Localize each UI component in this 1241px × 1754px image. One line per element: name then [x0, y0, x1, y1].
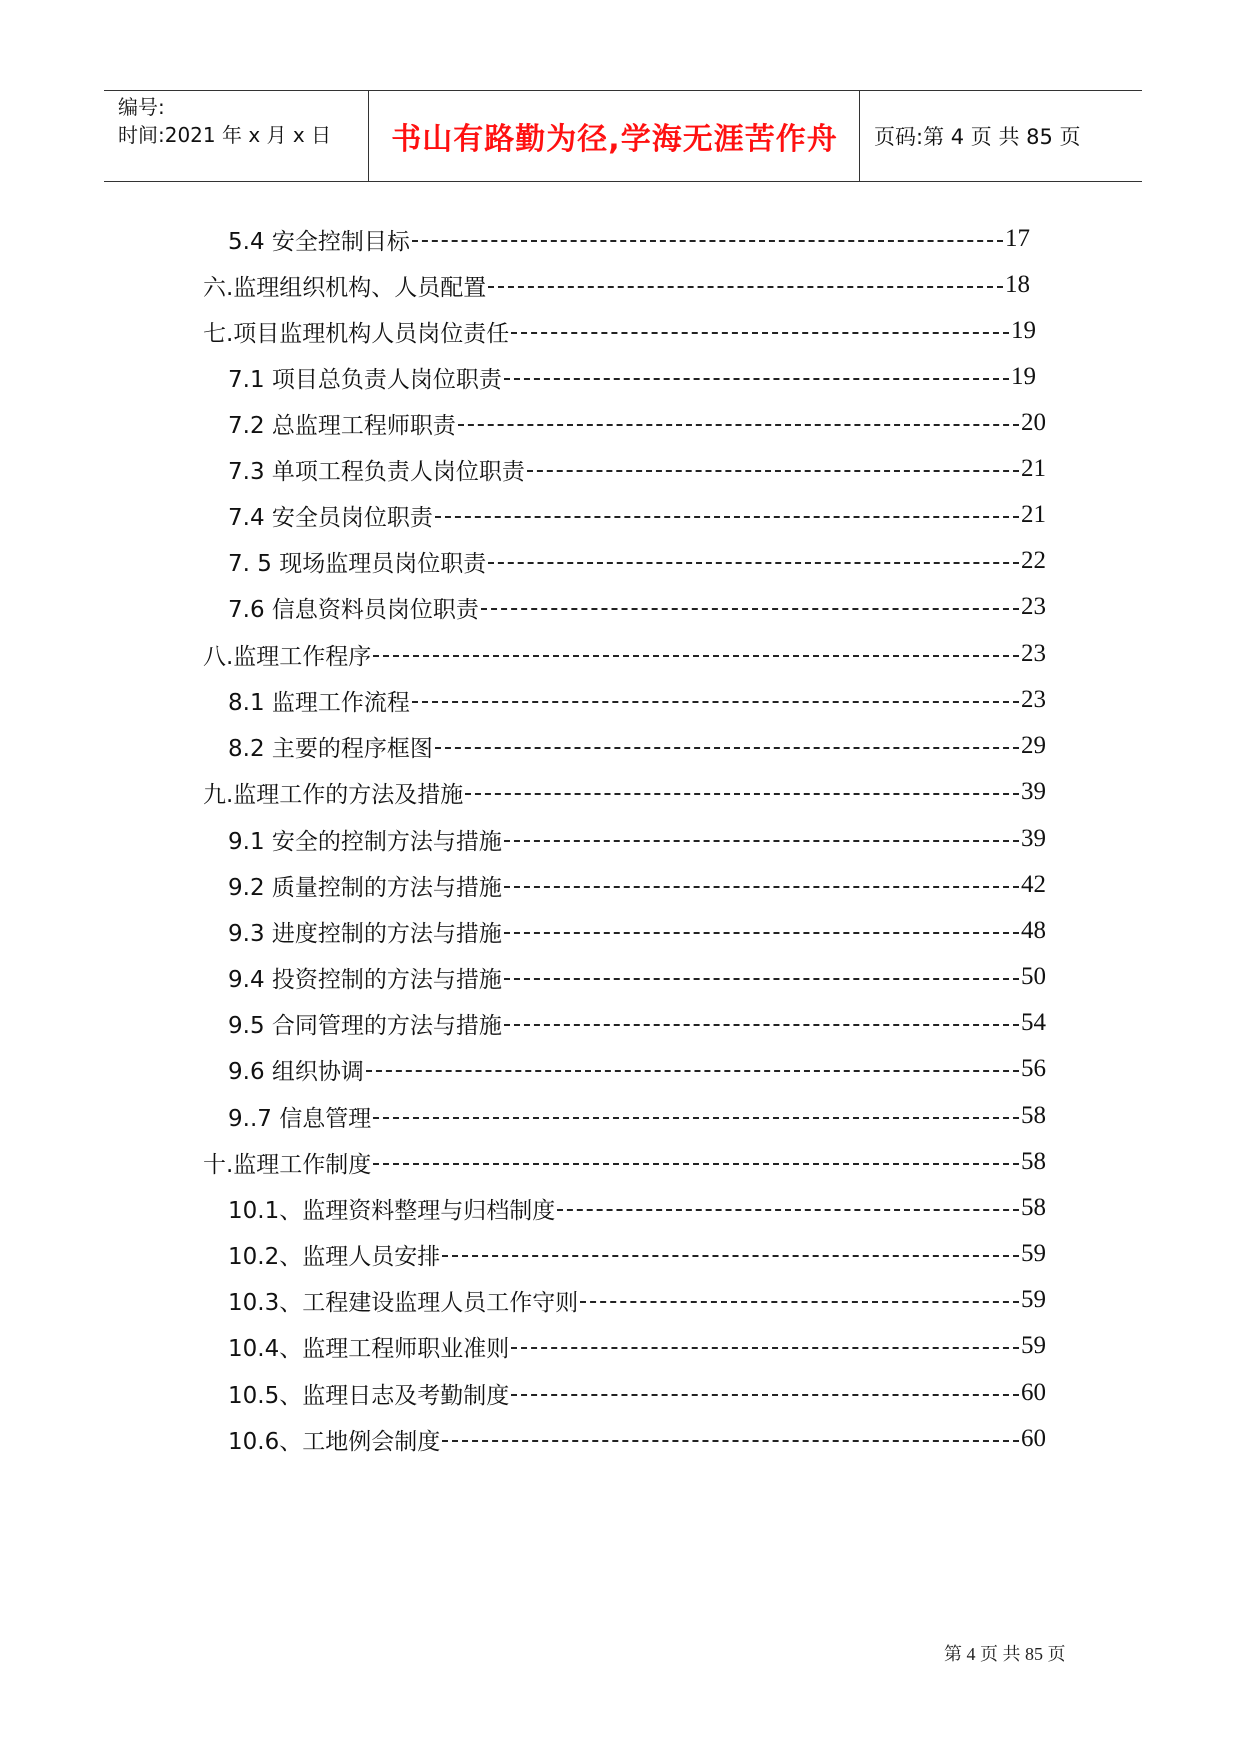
toc-entry-title: 7.2 总监理工程师职责: [228, 412, 456, 439]
toc-entry: [203, 634, 1046, 674]
toc-entry: [228, 726, 1046, 766]
toc-leader-dashes: [504, 1024, 1019, 1026]
header-meta: [118, 91, 368, 181]
toc-entry: [228, 449, 1046, 489]
toc-entry: [228, 1326, 1046, 1366]
toc-entry: [203, 772, 1046, 812]
toc-entry-title: 10.6、工地例会制度: [228, 1428, 441, 1455]
toc-leader-dashes: [465, 793, 1019, 795]
toc-leader-dashes: [435, 747, 1019, 749]
toc-entry-page: 60: [1021, 1425, 1046, 1452]
toc-entry: [228, 219, 1030, 259]
toc-entry-page: 39: [1021, 778, 1046, 805]
toc-entry-title: 7.6 信息资料员岗位职责: [228, 596, 479, 623]
toc-leader-dashes: [504, 840, 1019, 842]
toc-entry-page: 17: [1005, 225, 1030, 252]
toc-entry-page: 58: [1021, 1148, 1046, 1175]
toc-entry: [228, 541, 1046, 581]
toc-leader-dashes: [412, 240, 1003, 242]
toc-leader-dashes: [504, 886, 1019, 888]
toc-entry-page: 54: [1021, 1009, 1046, 1036]
toc-entry-page: 42: [1021, 871, 1046, 898]
header-motto: 书山有路勤为径,学海无涯苦作舟: [391, 122, 838, 157]
toc-leader-dashes: [511, 1347, 1019, 1349]
toc-entry-title: 10.4、监理工程师职业准则: [228, 1335, 510, 1362]
toc-entry: [228, 1003, 1046, 1043]
toc-leader-dashes: [458, 424, 1019, 426]
toc-entry-page: 19: [1011, 363, 1036, 390]
footer-page-number: 第 4 页 共 85 页: [944, 1644, 1066, 1664]
toc-leader-dashes: [435, 516, 1019, 518]
toc-entry: [228, 1188, 1046, 1228]
toc-entry-page: 23: [1021, 593, 1046, 620]
toc-entry-page: 59: [1021, 1240, 1046, 1267]
header-divider-right: [859, 91, 860, 181]
toc-entry-page: 23: [1021, 640, 1046, 667]
toc-entry-title: 9.6 组织协调: [228, 1058, 364, 1085]
toc-entry-title: 9.3 进度控制的方法与措施: [228, 920, 502, 947]
toc-entry-title: 10.1、监理资料整理与归档制度: [228, 1197, 556, 1224]
toc-entry-title: 7.3 单项工程负责人岗位职责: [228, 458, 525, 485]
toc-entry: [228, 957, 1046, 997]
toc-entry-title: 9.1 安全的控制方法与措施: [228, 828, 502, 855]
toc-entry: [228, 1280, 1046, 1320]
toc-entry-page: 29: [1021, 732, 1046, 759]
toc-leader-dashes: [511, 1394, 1019, 1396]
toc-entry-page: 21: [1021, 501, 1046, 528]
toc-entry-title: 8.2 主要的程序框图: [228, 735, 433, 762]
toc-entry: [228, 1049, 1046, 1089]
toc-entry-page: 39: [1021, 825, 1046, 852]
toc-entry-title: 9.4 投资控制的方法与措施: [228, 966, 502, 993]
toc-entry-page: 60: [1021, 1379, 1046, 1406]
toc-entry-page: 56: [1021, 1055, 1046, 1082]
toc-entry-page: 58: [1021, 1194, 1046, 1221]
toc-entry: [203, 265, 1030, 305]
toc-leader-dashes: [504, 378, 1009, 380]
document-time-label: 时间:2021 年 x 月 x 日: [118, 123, 332, 147]
header-page-label: 页码:第 4 页 共 85 页: [874, 125, 1081, 149]
toc-entry-title: 六.监理组织机构、人员配置: [203, 274, 487, 301]
toc-entry-title: 7.1 项目总负责人岗位职责: [228, 366, 502, 393]
toc-entry: [228, 1234, 1046, 1274]
toc-entry: [228, 403, 1046, 443]
toc-entry-title: 10.5、监理日志及考勤制度: [228, 1382, 510, 1409]
toc-entry-page: 23: [1021, 686, 1046, 713]
toc-entry-page: 48: [1021, 917, 1046, 944]
toc-entry-page: 59: [1021, 1286, 1046, 1313]
toc-entry-title: 九.监理工作的方法及措施: [203, 781, 464, 808]
toc-entry-title: 9.5 合同管理的方法与措施: [228, 1012, 502, 1039]
header-divider-left: [368, 91, 369, 181]
toc-entry-page: 59: [1021, 1332, 1046, 1359]
toc-entry: [228, 587, 1046, 627]
toc-entry: [228, 1373, 1046, 1413]
toc-entry-title: 8.1 监理工作流程: [228, 689, 410, 716]
toc-entry: [203, 311, 1036, 351]
toc-entry-title: 9..7 信息管理: [228, 1105, 372, 1132]
toc-leader-dashes: [481, 608, 1019, 610]
toc-leader-dashes: [442, 1440, 1019, 1442]
toc-entry: [228, 495, 1046, 535]
toc-entry: [228, 819, 1046, 859]
toc-entry: [228, 1419, 1046, 1459]
toc-leader-dashes: [442, 1255, 1019, 1257]
toc-entry-page: 18: [1005, 271, 1030, 298]
toc-entry-title: 八.监理工作程序: [203, 643, 372, 670]
toc-entry: [203, 1142, 1046, 1182]
page-header: [104, 90, 1142, 182]
toc-entry-title: 十.监理工作制度: [203, 1151, 372, 1178]
toc-entry-title: 9.2 质量控制的方法与措施: [228, 874, 502, 901]
toc-leader-dashes: [504, 932, 1019, 934]
toc-entry: [228, 357, 1036, 397]
toc-entry-title: 5.4 安全控制目标: [228, 228, 410, 255]
toc-leader-dashes: [527, 470, 1019, 472]
toc-entry-page: 22: [1021, 547, 1046, 574]
toc-leader-dashes: [504, 978, 1019, 980]
toc-leader-dashes: [488, 286, 1003, 288]
toc-entry-title: 7. 5 现场监理员岗位职责: [228, 550, 487, 577]
toc-entry-page: 50: [1021, 963, 1046, 990]
toc-entry: [228, 680, 1046, 720]
toc-leader-dashes: [488, 562, 1019, 564]
toc-leader-dashes: [373, 1163, 1019, 1165]
toc-entry-title: 七.项目监理机构人员岗位责任: [203, 320, 510, 347]
toc-leader-dashes: [580, 1301, 1019, 1303]
document-number-label: 编号:: [118, 95, 165, 119]
toc-leader-dashes: [366, 1070, 1019, 1072]
toc-entry-title: 10.3、工程建设监理人员工作守则: [228, 1289, 579, 1316]
toc-leader-dashes: [557, 1209, 1019, 1211]
toc-entry: [228, 1096, 1046, 1136]
toc-entry-page: 58: [1021, 1102, 1046, 1129]
toc-leader-dashes: [511, 332, 1009, 334]
toc-leader-dashes: [412, 701, 1019, 703]
toc-entry-page: 19: [1011, 317, 1036, 344]
toc-entry-page: 21: [1021, 455, 1046, 482]
toc-entry-page: 20: [1021, 409, 1046, 436]
toc-leader-dashes: [373, 1117, 1019, 1119]
toc-entry-title: 10.2、监理人员安排: [228, 1243, 441, 1270]
toc-entry-title: 7.4 安全员岗位职责: [228, 504, 433, 531]
toc-leader-dashes: [373, 655, 1019, 657]
toc-entry: [228, 911, 1046, 951]
toc-entry: [228, 865, 1046, 905]
